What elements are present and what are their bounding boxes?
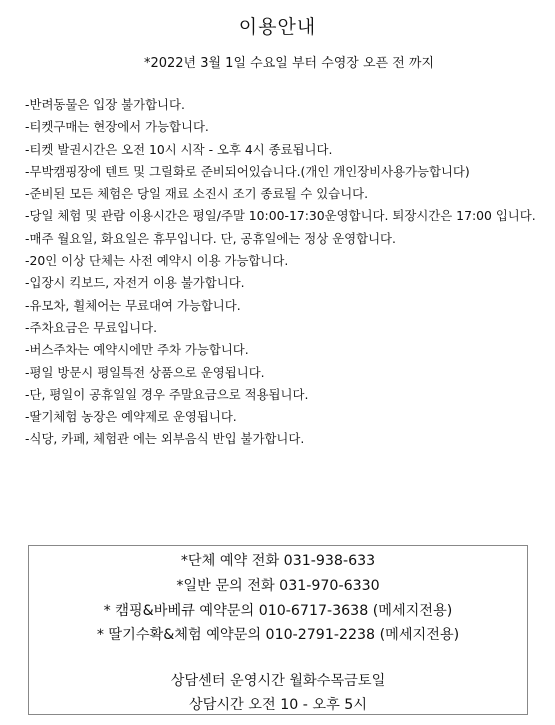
rule-item-parking-fee: -주차요금은 무료입니다. [25, 319, 158, 335]
rule-item-ticket-hours: -티켓 발권시간은 오전 10시 시작 - 오후 4시 종료됩니다. [25, 141, 333, 157]
rule-item-kickboard: -입장시 킥보드, 자전거 이용 불가합니다. [25, 275, 245, 291]
rule-item-experience: -준비된 모든 체험은 당일 재료 소진시 조기 종료될 수 있습니다. [25, 186, 369, 202]
rule-item-pets: -반려동물은 입장 불가합니다. [25, 97, 185, 112]
group-reservation-phone: *단체 예약 전화 031-938-633 [180, 553, 376, 569]
contact-box [28, 545, 528, 715]
rule-item-ticket-purchase: -티켓구매는 현장에서 가능합니다. [25, 119, 209, 135]
rule-item-camping: -무박캠핑장에 텐트 및 그릴화로 준비되어있습니다.(개인 개인장비사용가능합니다) [25, 163, 470, 179]
rule-item-operating-hours: -당일 체험 및 관람 이용시간은 평일/주말 10:00-17:30운영합니다. 퇴장시간은 17:00 입니다. [25, 208, 536, 224]
page-subtitle: *2022년 3월 1일 수요일 부터 수영장 오픈 전 까지 [143, 56, 435, 71]
rule-item-outside-food: -식당, 카페, 체험관 에는 외부음식 반입 불가합니다. [25, 431, 305, 447]
rules-list [25, 94, 545, 451]
center-hours-time: 상담시간 오전 10 - 오후 5시 [188, 697, 368, 713]
rule-item-strawberry-farm: -딸기체험 농장은 예약제로 운영됩니다. [25, 409, 237, 425]
page-title: 이용안내 [238, 16, 317, 38]
rule-item-stroller: -유모차, 휠체어는 무료대여 가능합니다. [25, 297, 241, 313]
rule-item-bus-parking: -버스주차는 예약시에만 주차 가능합니다. [25, 342, 249, 358]
rule-item-holiday-rate: -단, 평일이 공휴일일 경우 주말요금으로 적용됩니다. [25, 386, 309, 402]
general-inquiry-phone: *일반 문의 전화 031-970-6330 [176, 578, 380, 594]
strawberry-reservation-phone: * 딸기수확&체험 예약문의 010-2791-2238 (메세지전용) [96, 627, 460, 643]
rule-item-groups: -20인 이상 단체는 사전 예약시 이용 가능합니다. [25, 253, 289, 269]
center-hours-days: 상담센터 운영시간 월화수목금토일 [170, 673, 386, 689]
rule-item-weekday-special: -평일 방문시 평일특전 상품으로 운영됩니다. [25, 364, 265, 380]
camping-reservation-phone: * 캠핑&바베큐 예약문의 010-6717-3638 (메세지전용) [103, 603, 453, 619]
rule-item-closed-days: -매주 월요일, 화요일은 휴무입니다. 단, 공휴일에는 정상 운영합니다. [25, 230, 396, 246]
